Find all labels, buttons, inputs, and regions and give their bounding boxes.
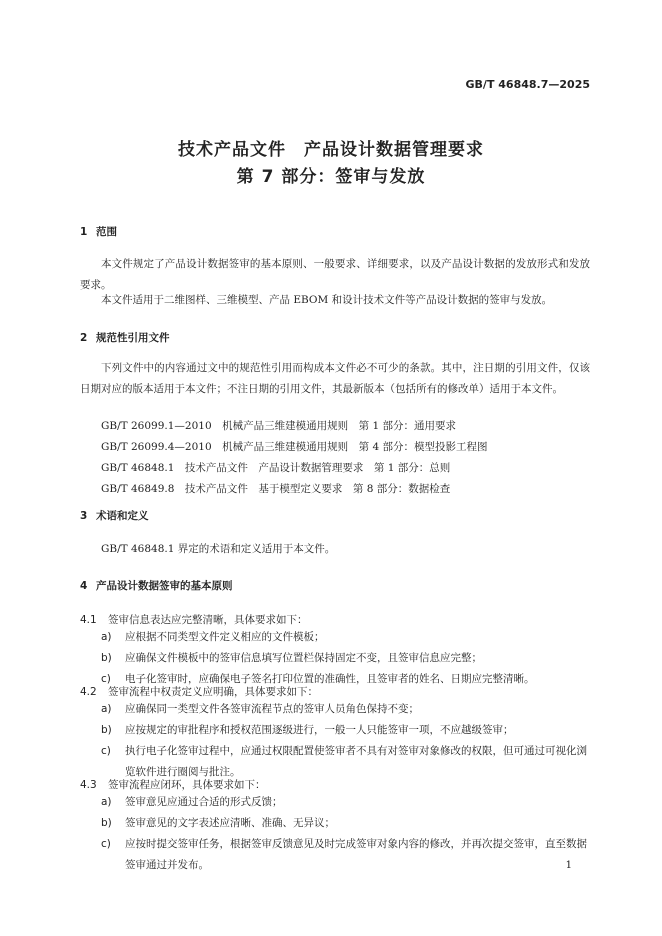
clause-number: 4.3 [80,779,97,791]
list-item-text: 执行电子化签审过程中，应通过权限配置使签审者不具有对签审对象修改的权限，但可通过可视化浏览软件进行圈阅与批注。 [125,745,587,778]
list-item-text: 应按时提交签审任务，根据签审反馈意见及时完成签审对象内容的修改，并再次提交签审，直至数据签审通过并发布。 [125,838,587,871]
section-title: 规范性引用文件 [96,332,170,344]
list-item [101,813,591,834]
section-heading-3 [80,508,149,523]
list-item-text: 签审意见的文字表述应清晰、准确、无异议； [125,817,335,829]
section-heading-2 [80,330,170,345]
normative-intro-paragraph: 下列文件中的内容通过文中的规范性引用而构成本文件必不可少的条款。其中，注日期的引用文件，仅该日期对应的版本适用于本文件；不注日期的引用文件，其最新版本（包括所有的修改单）适用于本文件。 [80,362,590,395]
list-item-text: 应确保同一类型文件各签审流程节点的签审人员角色保持不变； [125,703,419,715]
clause-number: 4.2 [80,686,97,698]
scope-paragraph-2: 本文件适用于二维图样、三维模型、产品 EBOM 和设计技术文件等产品设计数据的签审与发放。 [101,294,553,306]
clause-text: 签审流程中权责定义应明确，具体要求如下： [108,686,318,698]
list-item-text: 签审意见应通过合适的形式反馈； [125,796,283,808]
list-item [101,720,591,741]
page-number: 1 [565,860,572,871]
standard-number: GB/T 46848.7—2025 [465,78,590,91]
document-title-line2: 第 7 部分：签审与发放 [236,167,426,187]
clause-4-1 [80,612,308,627]
clause-number: 4.1 [80,614,97,626]
normative-reference: GB/T 46849.8 技术产品文件 基于模型定义要求 第 8 部分：数据检查 [101,483,451,495]
list-item [101,627,591,648]
list-item-text: 应根据不同类型文件定义相应的文件模板； [125,631,325,643]
list-marker: b) [101,817,112,829]
terms-paragraph: GB/T 46848.1 界定的术语和定义适用于本文件。 [101,543,336,555]
list-marker: b) [101,724,112,736]
list-item [101,648,591,669]
scope-paragraph-1: 本文件规定了产品设计数据签审的基本原则、一般要求、详细要求，以及产品设计数据的发放形式和发放要求。 [80,258,590,291]
list-marker: b) [101,652,112,664]
section-number: 1 [80,226,88,238]
list-item [101,699,591,720]
document-title-line1: 技术产品文件 产品设计数据管理要求 [178,140,484,160]
section-number: 2 [80,332,88,344]
section-title: 产品设计数据签审的基本原则 [96,580,233,592]
list-marker: a) [101,703,112,715]
normative-reference: GB/T 26099.4—2010 机械产品三维建模通用规则 第 4 部分：模型投影工程图 [101,441,488,453]
list-marker: c) [101,673,111,685]
clause-4-3 [80,777,266,792]
list-marker: c) [101,745,111,757]
clause-text: 签审信息表达应完整清晰，具体要求如下： [108,614,308,626]
normative-reference: GB/T 46848.1 技术产品文件 产品设计数据管理要求 第 1 部分：总则 [101,462,451,474]
section-number: 4 [80,580,88,592]
list-item-text: 应确保文件模板中的签审信息填写位置栏保持固定不变，且签审信息应完整； [125,652,482,664]
clause-text: 签审流程应闭环，具体要求如下： [108,779,266,791]
clause-4-2 [80,684,318,699]
list-item-text: 应按规定的审批程序和授权范围逐级进行，一般一人只能签审一项，不应越级签审； [125,724,514,736]
list-item-text: 电子化签审时，应确保电子签名打印位置的准确性，且签审者的姓名、日期应完整清晰。 [125,673,535,685]
normative-reference: GB/T 26099.1—2010 机械产品三维建模通用规则 第 1 部分：通用要求 [101,420,456,432]
list-marker: a) [101,796,112,808]
list-marker: a) [101,631,112,643]
section-heading-1 [80,224,117,239]
section-heading-4 [80,578,233,593]
section-title: 术语和定义 [96,510,149,522]
list-marker: c) [101,838,111,850]
list-item [101,834,591,876]
section-number: 3 [80,510,88,522]
section-title: 范围 [96,226,117,238]
list-item [101,792,591,813]
